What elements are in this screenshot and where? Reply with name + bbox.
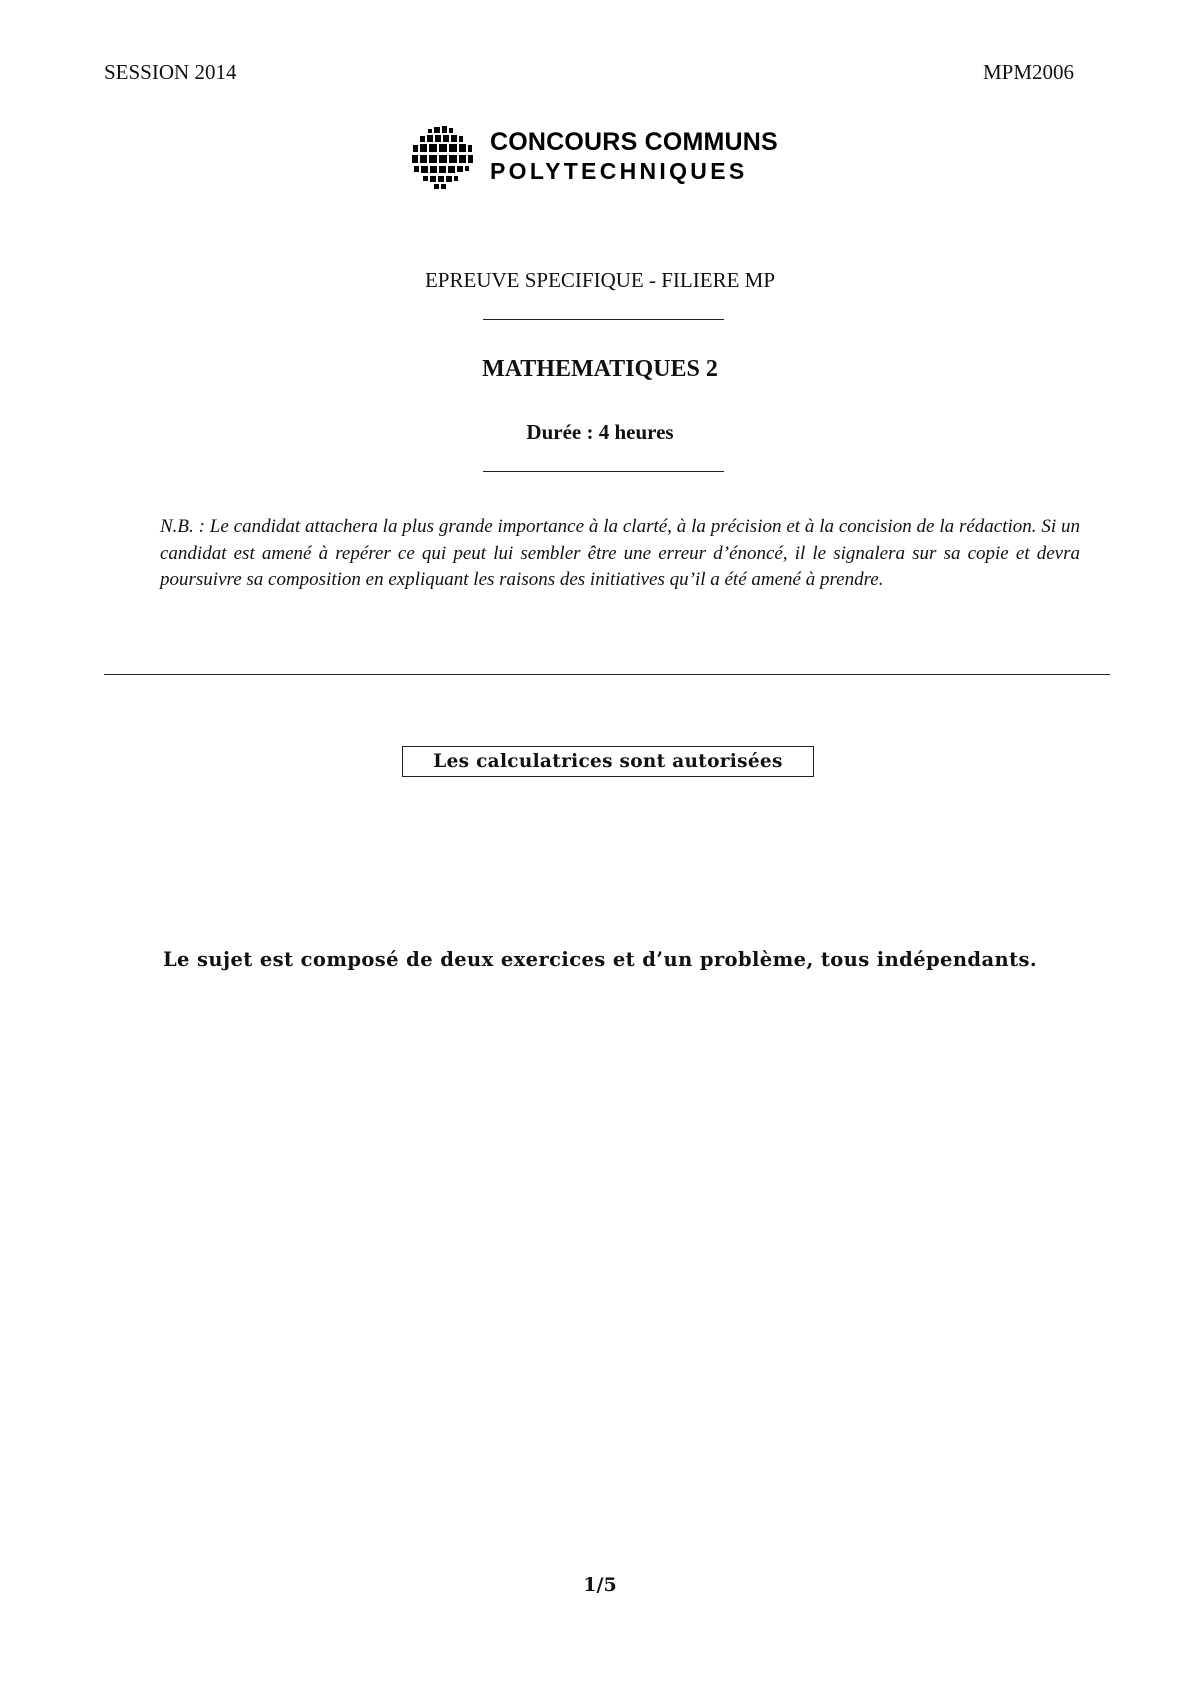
- logo-title-line2: POLYTECHNIQUES: [490, 158, 748, 184]
- composition-statement: Le sujet est composé de deux exercices et d’un problème, tous indépendants.: [162, 948, 1038, 971]
- exam-code: MPM2006: [982, 60, 1074, 84]
- calculators-notice: Les calculatrices sont autorisées: [402, 746, 814, 777]
- duration-label: Durée : 4 heures: [526, 420, 674, 444]
- epreuve-title: EPREUVE SPECIFIQUE - FILIERE MP: [424, 268, 776, 292]
- divider: [483, 471, 724, 472]
- grid-globe-icon: [408, 125, 476, 191]
- subject-title: MATHEMATIQUES 2: [482, 356, 718, 382]
- session-label: SESSION 2014: [104, 60, 237, 84]
- ccp-logo: [408, 125, 788, 191]
- section-divider: [104, 674, 1110, 675]
- page-number: 1/5: [583, 1574, 617, 1596]
- instructions-note: N.B. : Le candidat attachera la plus grande importance à la clarté, à la précision et à la concision de la rédaction. Si un candidat est amené à repérer ce qui peut lui sembler être une erreur d’énoncé, il le signalera sur sa copie et devra poursuivre sa composition en expliquant les raisons des initiatives qu’il a été amené à prendre.: [160, 516, 1080, 590]
- divider: [483, 319, 724, 320]
- logo-title-line1: CONCOURS COMMUNS: [490, 128, 778, 156]
